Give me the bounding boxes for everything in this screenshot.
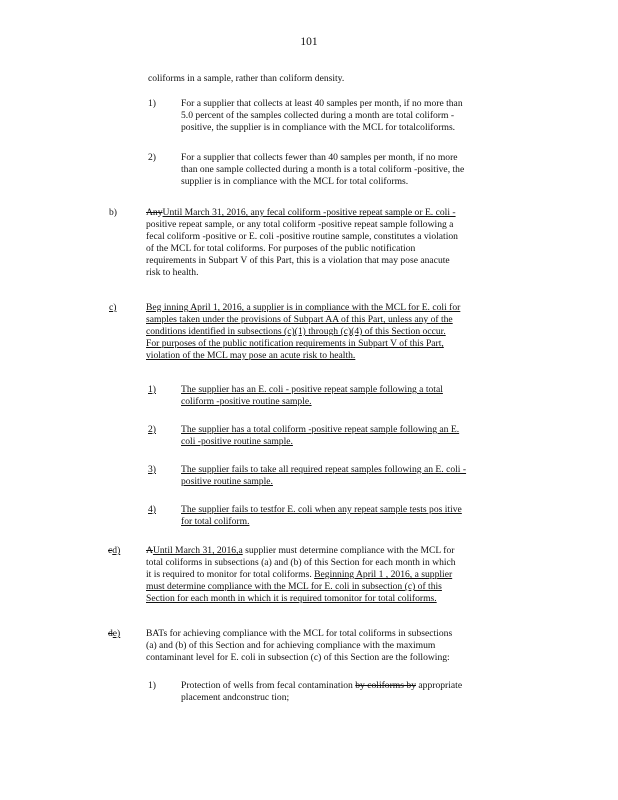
item-e1-label: 1) xyxy=(148,680,156,691)
inserted-text: e) xyxy=(112,628,121,639)
item-c3-text: The supplier fails to take all required repeat samples following an E. coli - positive routine sample. xyxy=(181,464,467,487)
section-d-text: AUntil March 31, 2016,a supplier must determine compliance with the MCL for total coliforms in subsections (a) and (b) of this Section for each month in which it is required to monitor for total coliforms. Beginning April 1 , 2016, a supplier must determine compliance with the MCL for E. coli in subsection (c) of this Section for each month in which it is required tomonitor for total coliforms. xyxy=(146,545,456,604)
struck-text: A xyxy=(146,545,153,556)
section-c-label: c) xyxy=(109,302,117,313)
item-c2-label: 2) xyxy=(148,424,156,435)
section-e-text: BATs for achieving compliance with the MCL for total coliforms in subsections (a) and (b) of this Section and for achieving compliance with the maximum contaminant level for E. coli in subsection (c) of this Section are the following: xyxy=(146,628,453,663)
item-c3-label: 3) xyxy=(148,464,156,475)
inserted-text: Until March 31, 2016,a xyxy=(152,545,243,556)
item-c1-text: The supplier has an E. coli - positive repeat sample following a total coliform -positive routine sample. xyxy=(181,384,443,407)
inserted-text: Until March 31, 2016, any fecal coliform -positive repeat sample or E. coli - xyxy=(162,207,456,218)
item-a2-label: 2) xyxy=(148,152,156,163)
item-a2-text: For a supplier that collects fewer than 40 samples per month, if no more than one sample collected during a month is a total coliform -positive, the supplier is in compliance with the MCL for total coliforms. xyxy=(181,152,465,187)
inserted-text: d) xyxy=(112,545,121,556)
section-c-text: Beg inning April 1, 2016, a supplier is in compliance with the MCL for E. coli for samples taken under the provisions of Subpart AA of this Part, unless any of the conditions identified in subsections (c)(1) through (c)(4) of this Section occur. For purposes of the public notification requirements in Subpart V of this Part, violation of the MCL may pose an acute risk to health. xyxy=(146,302,461,361)
item-c2-text: The supplier has a total coliform -positive repeat sample following an E. coli -positive routine sample. xyxy=(181,424,460,447)
item-a1-text: For a supplier that collects at least 40 samples per month, if no more than 5.0 percent of the samples collected during a month are total coliform - positive, the supplier is in compliance with the MCL for totalcoliforms. xyxy=(181,98,463,133)
item-c1-label: 1) xyxy=(148,384,156,395)
item-c4-text: The supplier fails to testfor E. coli when any repeat sample tests pos itive for total coliform. xyxy=(181,504,462,527)
struck-text: by coliforms by xyxy=(355,680,416,691)
section-b-label: b) xyxy=(109,207,117,218)
page-number: 101 xyxy=(300,36,318,48)
intro-text: coliforms in a sample, rather than coliform density. xyxy=(148,73,345,84)
struck-text: Any xyxy=(146,207,163,218)
item-e1-text: Protection of wells from fecal contamination by coliforms by appropriate placement andconstruc tion; xyxy=(181,680,463,703)
section-e-label xyxy=(108,628,120,640)
struck-text: c xyxy=(108,545,113,556)
item-c4-label: 4) xyxy=(148,504,156,515)
struck-text: d xyxy=(108,628,113,639)
inserted-text: Beginning April 1 , 2016, a supplier xyxy=(314,569,453,580)
section-b-text: AnyUntil March 31, 2016, any fecal coliform -positive repeat sample or E. coli - positive repeat sample, or any total coliform -positive repeat sample following a fecal coliform -positive or E. coli -positive routine sample, constitutes a violation of the MCL for total coliforms. For purposes of the public notification requirements in Subpart V of this Part, this is a violation that may pose anacute risk to health. xyxy=(146,207,458,278)
item-a1-label: 1) xyxy=(148,98,156,109)
section-d-label xyxy=(108,545,120,557)
